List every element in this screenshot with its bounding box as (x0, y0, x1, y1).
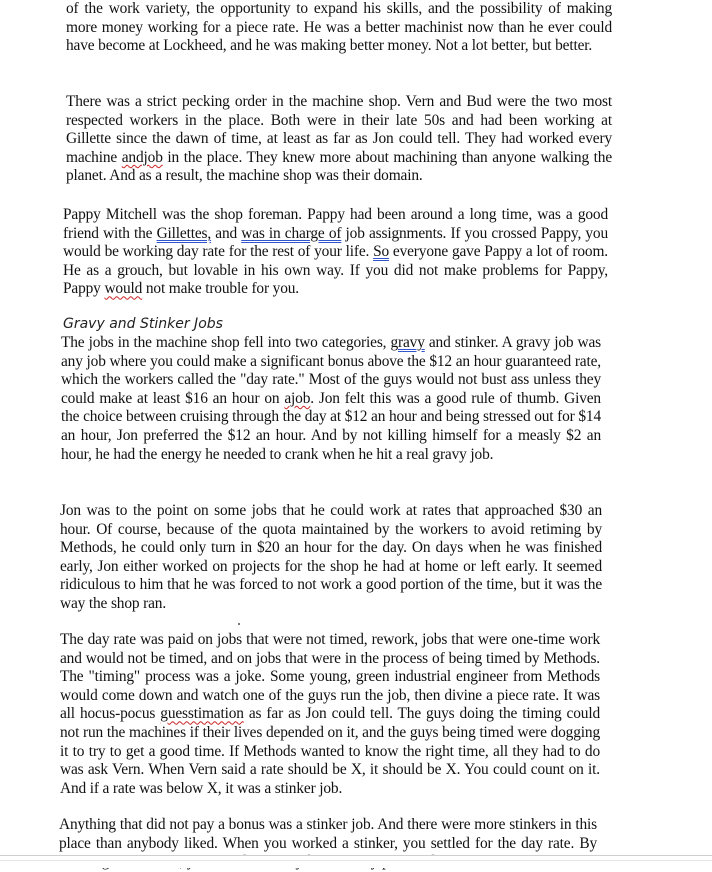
paragraph-4-text-c: . Jon felt this was a good rule of thumb. Given the choice between cruising through the day at $12 an hour and being stressed out for $14 an hour, Jon preferred the $12 an hour. And by not killing himself for a measly $2 an hour, he had the energy he needed to crank when he hit a real gravy job. (61, 389, 601, 463)
paragraph-3-text-b: and (211, 224, 242, 242)
spelling-flag-would[interactable]: would (104, 280, 143, 298)
spelling-flag-ajob[interactable]: ajob (284, 389, 311, 407)
paragraph-3 (63, 206, 608, 299)
spelling-flag-guesstimation[interactable]: guesstimation (160, 705, 244, 723)
paragraph-6 (60, 631, 600, 798)
paragraph-1 (66, 0, 612, 56)
grammar-flag-gravy[interactable]: gravy (390, 334, 425, 351)
page-bottom-edge-line (0, 860, 712, 861)
paragraph-4-text-b: and stinker. A gravy job was any job where you could make a significant bonus above the $12 an hour guaranteed rate, which the workers called the "day rate." Most of the guys would not bust ass unless they could make at least $16 an hour on (61, 334, 602, 407)
grammar-flag-in-charge[interactable]: was in charge of (241, 224, 342, 242)
section-heading: Gravy and Stinker Jobs (63, 316, 223, 332)
stray-mark (238, 623, 240, 625)
paragraph-3-text-a: Pappy Mitchell was the shop foreman. Pappy had been around a long time, was a good friend with the (63, 206, 608, 242)
paragraph-7-text: Anything that did not pay a bonus was a stinker job. And there were more stinkers in this place than anybody liked. When you worked a stinker, you settled for the day rate. By (59, 816, 597, 852)
grammar-flag-so[interactable]: So (373, 243, 390, 261)
paragraph-2-text-a: There was a strict pecking order in the machine shop. Vern and Bud were the two most respected workers in the place. Both were in their late 50s and had been working at Gillette since the dawn of time, at least as far as Jon could tell. They had worked every machine (66, 93, 612, 166)
paragraph-3-text-c: job assignments. If you crossed Pappy, you would be working day rate for the rest of your life. (63, 224, 608, 261)
paragraph-3-text-e: not make trouble for you. (142, 280, 299, 298)
paragraph-5-text: Jon was to the point on some jobs that he could work at rates that approached $30 an hour. Of course, because of the quota maintained by the workers to avoid retiming by Methods, he could only turn in $20 an hour for the day. On days when he was finished early, Jon either worked on projects for the shop he had at home or left early. It seemed ridiculous to him that he was forced to not work a good portion of the time, but it was the way the shop ran. (60, 502, 602, 612)
page-bottom-edge (0, 855, 712, 868)
paragraph-4 (61, 334, 601, 464)
paragraph-2-text-b: in the place. They knew more about machining than anyone walking the planet. And as a result, the machine shop was their domain. (66, 148, 613, 185)
paragraph-6-text-a: The day rate was paid on jobs that were not timed, rework, jobs that were one-time work and would not be timed, and on jobs that were in the process of being timed by Methods. The "timing" process was a joke. Some young, green industrial engineer from Methods would come down and watch one of the guys run the job, then divine a piece rate. It was all hocus-pocus (60, 631, 600, 723)
paragraph-5 (60, 502, 602, 614)
paragraph-1-text: of the work variety, the opportunity to expand his skills, and the possibility of making more money working for a piece rate. He was a better machinist now than he ever could have become at Lockheed, and he was making better money. Not a lot better, but better. (66, 0, 612, 55)
paragraph-2 (66, 93, 612, 186)
paragraph-6-text-b: as far as Jon could tell. The guys doing the timing could not run the machines if their lives depended on it, and the guys being timed were dogging it to try to get a good time. If Methods wanted to know the right time, all they had to do was ask Vern. When Vern said a rate should be X, it should be X. You could count on it. And if a rate was below X, it was a stinker job. (60, 705, 600, 797)
spelling-flag-andjob[interactable]: andjob (121, 148, 163, 166)
paragraph-4-text-a: The jobs in the machine shop fell into two categories, (61, 334, 391, 351)
paragraph-3-text-d: everyone gave Pappy a lot of room. He as a grouch, but lovable in his own way. If you did not make problems for Pappy, Pappy (63, 243, 608, 298)
grammar-flag-gillettes[interactable]: Gillettes, (156, 224, 212, 242)
